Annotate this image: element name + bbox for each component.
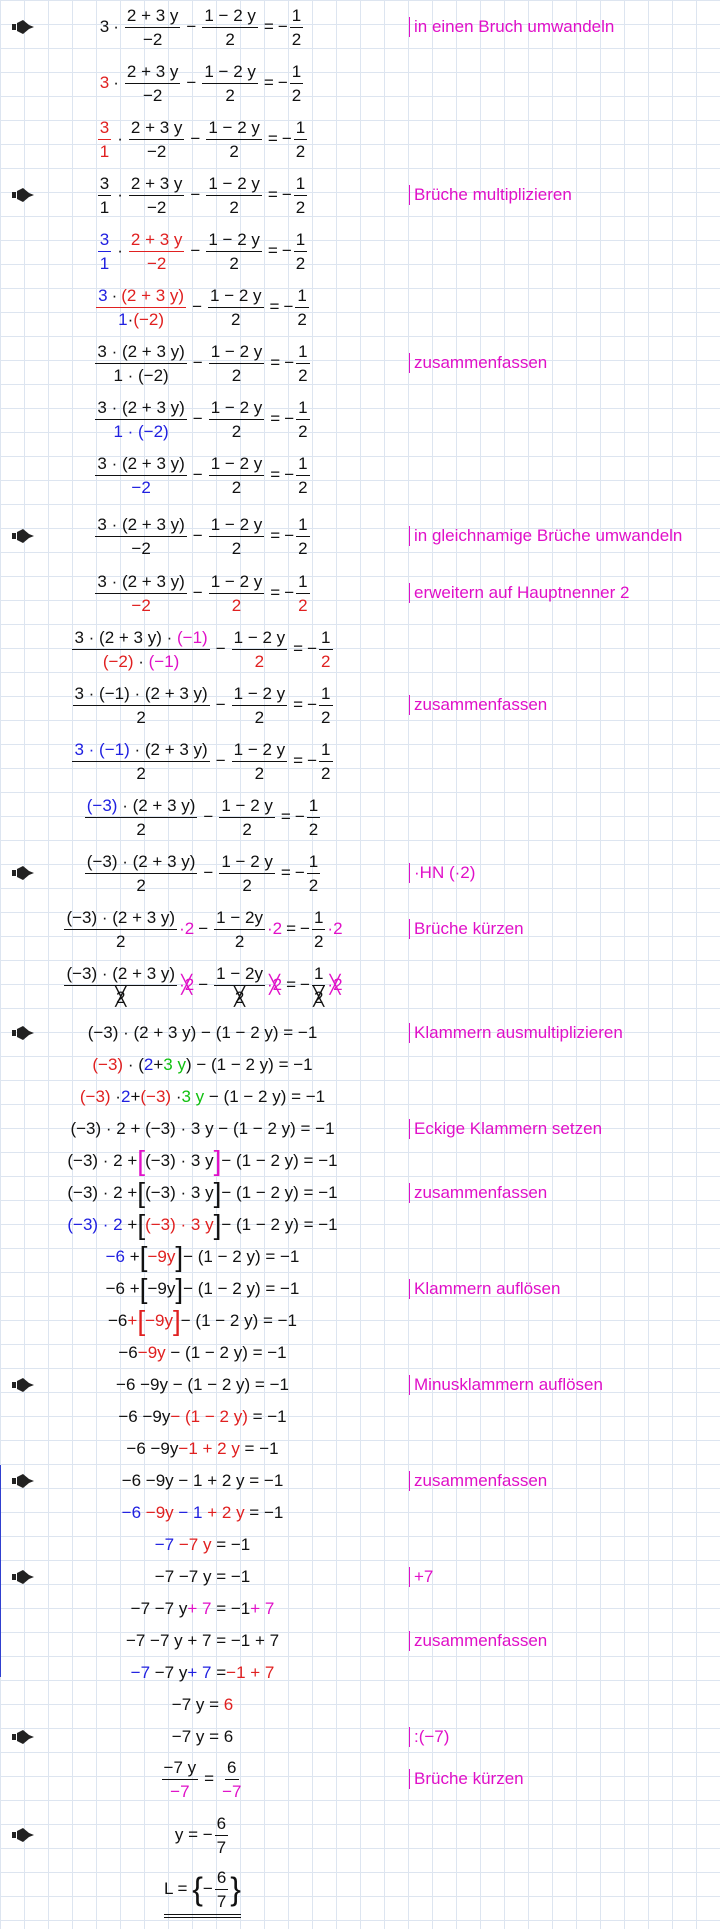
step-row [0,1433,720,1465]
equation: −7 −7 y = −1 [154,1567,251,1586]
equation: $\frac{(-3) \cdot (2 + 3 y)}{2}$ ·2 − $\frac{1 - 2y}{2}$ ·2 = − $\frac{1}{2}$ ·2 [66,907,343,951]
step-row [0,792,720,842]
equation: −7 −7 y + 7 = −1 + 7 [125,1631,280,1650]
step-row [0,624,720,674]
step-row [0,114,720,164]
step-row [0,1465,720,1497]
equation: (−3) · 2 + [ (−3) · 3 y ] − (1 − 2 y) = −1 [67,1177,338,1208]
step-row [0,170,720,220]
equation: 3 · $\frac{2 + 3 y}{-2}$ − $\frac{1 - 2 y}{2}$ = − $\frac{1}{2}$ [99,5,302,49]
step-row [0,1017,720,1049]
step-row [0,736,720,786]
step-note: +7 [409,1567,433,1587]
step-row [0,1049,720,1081]
equation: (−3) · 2 + [ (−3) · 3 y ] − (1 − 2 y) = −1 [67,1145,338,1176]
step-row [0,904,720,954]
step-row [0,450,720,500]
equation: −6 −9y − 1 + 2 y = −1 [121,1471,284,1490]
step-row [0,680,720,730]
step-note: Eckige Klammern setzen [409,1119,602,1139]
step-row [0,1657,720,1689]
step-row [0,1369,720,1401]
equation: $\frac{3 \cdot (2 + 3 y)}{-2}$ − $\frac{1 - 2 y}{2}$ = − $\frac{1}{2}$ [97,571,308,615]
equation: −6 + [ −9y ] − (1 − 2 y) = −1 [107,1305,298,1336]
step-row [0,58,720,108]
step-row [0,1625,720,1657]
equation: $\frac{3 \cdot (2 + 3 y)}{-2}$ − $\frac{1 - 2 y}{2}$ = − $\frac{1}{2}$ [97,453,308,497]
step-row [0,1689,720,1721]
step-row [0,1145,720,1177]
step-row [0,226,720,276]
step-row [0,1177,720,1209]
equation: L = { − $\frac{6}{7}$ } [0,1864,405,1920]
step-row [0,1721,720,1753]
step-note: zusammenfassen [409,695,547,715]
equation: $\frac{3 \cdot (2 + 3 y)}{-2}$ − $\frac{1 - 2 y}{2}$ = − $\frac{1}{2}$ [97,514,308,558]
step-row [0,1209,720,1241]
step-row [0,1810,720,1860]
step-row [0,1561,720,1593]
equation: −7 −7 y + 7 = −1 + 7 [130,1663,275,1682]
equation: (−3) · ( 2 + 3 y ) − (1 − 2 y) = −1 [92,1055,313,1074]
equation: −6 + [ −9y ] − (1 − 2 y) = −1 [105,1273,300,1304]
equation: $\frac{(-3) \cdot (2 + 3 y)}{2}$ ╳ ·2 ╳ − $\frac{1 - 2y}{2}$ ╳ ·2 ╳ = − $\frac{1}{2}$ ╳ ·2 ╳ [0,960,405,1010]
step-note: zusammenfassen [409,1471,547,1491]
equation: $\frac{3 \cdot (2 + 3 y)}{1 \cdot (-2)}$ − $\frac{1 - 2 y}{2}$ = − $\frac{1}{2}$ [97,397,308,441]
equation: $\frac{-7 y}{-7}$ = $\frac{6}{-7}$ [163,1757,242,1801]
equation: −6 −9y − (1 − 2 y) = −1 [118,1407,287,1426]
step-row [0,960,720,1010]
equation: −6 −9y −1 + 2 y = −1 [126,1439,279,1458]
step-row [0,394,720,444]
step-row [0,848,720,898]
solution-set [0,1864,720,1920]
equation: −7 y = 6 [171,1727,234,1746]
step-row [0,1497,720,1529]
equation: $\frac{3 \cdot (-1) \cdot (2 + 3 y)}{2}$ − $\frac{1 - 2 y}{2}$ = − $\frac{1}{2}$ [74,739,331,783]
equation: (−3) · (2 + 3 y) − (1 − 2 y) = −1 [87,1023,318,1042]
step-note: Klammern ausmultiplizieren [409,1023,623,1043]
step-row [0,568,720,618]
step-note: in gleichnamige Brüche umwandeln [409,526,682,546]
step-row [0,1273,720,1305]
equation: (−3) · 2 + [ (−3) · 3 y ] − (1 − 2 y) = −1 [67,1209,338,1240]
step-row [0,2,720,52]
equation: $\frac{3}{1}$ · $\frac{2 + 3 y}{-2}$ − $\frac{1 - 2 y}{2}$ = − $\frac{1}{2}$ [99,229,306,273]
step-row [0,1337,720,1369]
step-note: zusammenfassen [409,353,547,373]
equation: $\frac{3 \cdot (2 + 3 y)}{1\cdot(-2)}$ − $\frac{1 - 2 y}{2}$ = − $\frac{1}{2}$ [98,285,307,329]
step-note: Klammern auflösen [409,1279,560,1299]
equation: y = − $\frac{6}{7}$ [174,1813,227,1857]
equation: −7 −7 y + 7 = −1 + 7 [130,1599,275,1618]
equation: −6 + [ −9y ] − (1 − 2 y) = −1 [105,1241,300,1272]
step-row [0,1241,720,1273]
step-row [0,282,720,332]
step-row [0,511,720,561]
equation: $\frac{(-3) \cdot (2 + 3 y)}{2}$ − $\frac{1 - 2 y}{2}$ = − $\frac{1}{2}$ [86,851,319,895]
equation: −6 −9y − 1 + 2 y = −1 [121,1503,284,1522]
equation: $\frac{3}{1}$ · $\frac{2 + 3 y}{-2}$ − $\frac{1 - 2 y}{2}$ = − $\frac{1}{2}$ [99,117,306,161]
equation: $\frac{3 \cdot (2 + 3 y) \cdot (-1)}{(-2) \cdot (-1)}$ − $\frac{1 - 2 y}{2}$ = − $\frac{1}{2}$ [74,627,331,671]
equation: −7 −7 y = −1 [154,1535,251,1554]
step-row [0,1754,720,1804]
equation: −6 −9y − (1 − 2 y) = −1 [116,1375,289,1394]
step-note: Brüche kürzen [409,919,524,939]
equation: 3 · $\frac{2 + 3 y}{-2}$ − $\frac{1 - 2 y}{2}$ = − $\frac{1}{2}$ [99,61,302,105]
step-row [0,1401,720,1433]
equation: −6 −9y − (1 − 2 y) = −1 [118,1343,287,1362]
equation: $\frac{3}{1}$ · $\frac{2 + 3 y}{-2}$ − $\frac{1 - 2 y}{2}$ = − $\frac{1}{2}$ [99,173,306,217]
step-note: in einen Bruch umwandeln [409,17,614,37]
step-row [0,1081,720,1113]
step-row [0,1529,720,1561]
equation: (−3) · 2 + (−3) · 3 y − (1 − 2 y) = −1 [70,1119,335,1138]
step-note: erweitern auf Hauptnenner 2 [409,583,629,603]
step-row [0,1305,720,1337]
step-note: :(−7) [409,1727,449,1747]
equation: $\frac{3 \cdot (-1) \cdot (2 + 3 y)}{2}$ − $\frac{1 - 2 y}{2}$ = − $\frac{1}{2}$ [74,683,331,727]
step-note: ·HN (·2) [409,863,475,883]
step-note: zusammenfassen [409,1183,547,1203]
step-note: Minusklammern auflösen [409,1375,603,1395]
step-note: Brüche multiplizieren [409,185,572,205]
equation: (−3) · 2 + (−3) · 3 y − (1 − 2 y) = −1 [79,1087,326,1106]
equation: −7 y = 6 [171,1695,234,1714]
step-row [0,338,720,388]
equation: $\frac{(-3) \cdot (2 + 3 y)}{2}$ − $\frac{1 - 2 y}{2}$ = − $\frac{1}{2}$ [86,795,319,839]
equation: $\frac{3 \cdot (2 + 3 y)}{1 \cdot (-2)}$ − $\frac{1 - 2 y}{2}$ = − $\frac{1}{2}$ [97,341,308,385]
step-row [0,1593,720,1625]
step-note: Brüche kürzen [409,1769,524,1789]
step-row [0,1113,720,1145]
step-note: zusammenfassen [409,1631,547,1651]
